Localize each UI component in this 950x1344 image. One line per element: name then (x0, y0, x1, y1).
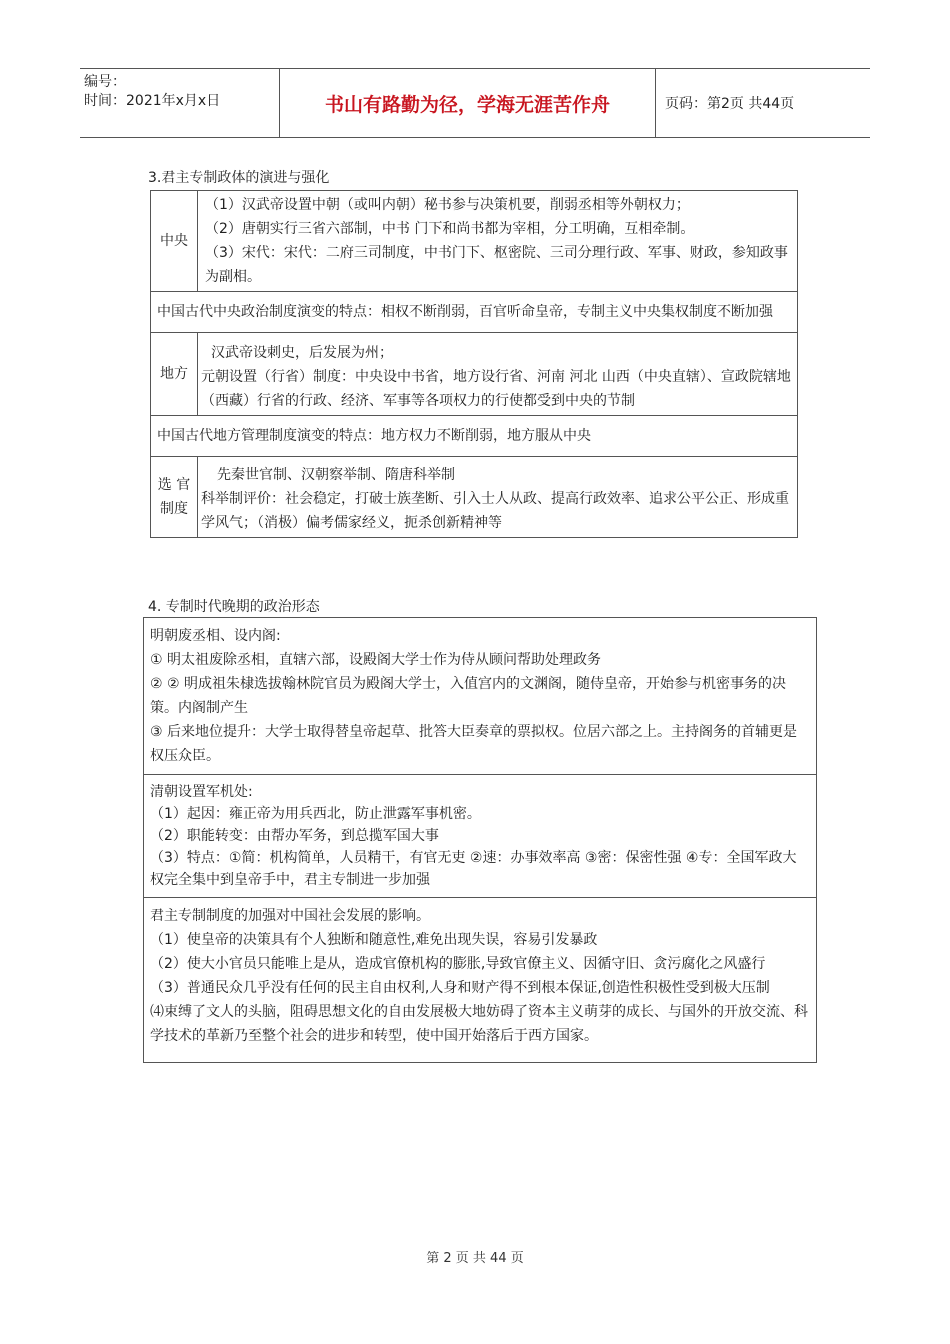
ming-row (144, 618, 817, 775)
central-summary-row (151, 292, 798, 333)
central-summary: 中国古代中央政治制度演变的特点：相权不断削弱，百官听命皇帝，专制主义中央集权制度不断加强 (151, 292, 798, 333)
section4-table (143, 617, 817, 1063)
impact-line-3: （3）普通民众几乎没有任何的民主自由权利,人身和财产得不到根本保证,创造性积极性受到极大压制 (150, 980, 770, 996)
qing-title: 清朝设置军机处: (150, 784, 253, 800)
exam-line-2: 科举制评价：社会稳定，打破士族垄断、引入士人从政、提高行政效率、追求公平公正、形成重学风气；（消极）偏考儒家经义，扼杀创新精神等 (201, 491, 789, 531)
number-label: 编号： (84, 74, 126, 90)
header-motto: 书山有路勤为径，学海无涯苦作舟 (280, 69, 656, 137)
exam-label-line-2: 制度 (160, 501, 188, 517)
central-row (151, 191, 798, 292)
section3-table (150, 190, 798, 538)
local-summary-row (151, 416, 798, 457)
qing-line-3: （3）特点：①简：机构简单，人员精干，有官无吏 ②速：办事效率高 ③密：保密性强 ④专：全国军政大权完全集中到皇帝手中，君主专制进一步加强 (150, 850, 797, 888)
qing-line-2: （2）职能转变：由帮办军务，到总揽军国大事 (150, 828, 439, 844)
central-line-3: （3）宋代：宋代：二府三司制度，中书门下、枢密院、三司分理行政、军事、财政，参知政事为副相。 (205, 245, 788, 285)
impact-line-2: （2）使大小官员只能唯上是从，造成官僚机构的膨胀,导致官僚主义、因循守旧、贪污腐化之风盛行 (150, 956, 766, 972)
local-summary: 中国古代地方管理制度演变的特点：地方权力不断削弱，地方服从中央 (151, 416, 798, 457)
time-label: 时间：2021年x月x日 (84, 93, 221, 109)
local-line-2: 元朝设置（行省）制度：中央设中书省，地方设行省、河南 河北 山西（中央直辖）、宣政院辖地（西藏）行省的行政、经济、军事等各项权力的行使都受到中央的节制 (201, 369, 791, 409)
local-content (198, 333, 798, 416)
qing-line-1: （1）起因：雍正帝为用兵西北，防止泄露军事机密。 (150, 806, 481, 822)
ming-line-1: ① 明太祖废除丞相，直辖六部，设殿阁大学士作为侍从顾问帮助处理政务 (150, 652, 601, 668)
impact-cell (144, 898, 817, 1063)
central-label: 中央 (151, 191, 198, 292)
header-meta-cell (80, 69, 280, 137)
ming-title: 明朝废丞相、设内阁: (150, 628, 281, 644)
page-footer: 第 2 页 共 44 页 (426, 1251, 524, 1266)
exam-row (151, 457, 798, 538)
impact-title: 君主专制制度的加强对中国社会发展的影响。 (150, 908, 430, 924)
ming-cell (144, 618, 817, 775)
impact-line-1: （1）使皇帝的决策具有个人独断和随意性,难免出现失误，容易引发暴政 (150, 932, 598, 948)
exam-label-line-1: 选 官 (157, 477, 191, 493)
qing-row (144, 775, 817, 898)
qing-cell (144, 775, 817, 898)
local-line-1: 汉武帝设刺史，后发展为州； (211, 345, 393, 361)
central-line-2: （2）唐朝实行三省六部制，中书 门下和尚书都为宰相，分工明确，互相牵制。 (205, 221, 695, 237)
header-page-code: 页码：第2页 共44页 (665, 96, 795, 112)
ming-line-2: ② ② 明成祖朱棣选拔翰林院官员为殿阁大学士，入值宫内的文渊阁，随侍皇帝，开始参与机密事务的决策。内阁制产生 (150, 676, 786, 716)
section4-title: 4. 专制时代晚期的政治形态 (148, 599, 320, 615)
impact-row (144, 898, 817, 1063)
exam-label (151, 457, 198, 538)
ming-line-3: ③ 后来地位提升：大学士取得替皇帝起草、批答大臣奏章的票拟权。位居六部之上。主持阁务的首辅更是权压众臣。 (150, 724, 797, 764)
central-content (198, 191, 798, 292)
exam-content (198, 457, 798, 538)
section3-title: 3.君主专制政体的演进与强化 (148, 170, 330, 186)
impact-line-4: ⑷束缚了文人的头脑，阻碍思想文化的自由发展极大地妨碍了资本主义萌芽的成长、与国外的开放交流、科学技术的革新乃至整个社会的进步和转型，使中国开始落后于西方国家。 (150, 1004, 808, 1044)
page-header (80, 68, 870, 138)
central-line-1: （1）汉武帝设置中朝（或叫内朝）秘书参与决策机要，削弱丞相等外朝权力； (205, 197, 690, 213)
exam-line-1: 先秦世官制、汉朝察举制、隋唐科举制 (217, 467, 455, 483)
local-row (151, 333, 798, 416)
local-label: 地方 (151, 333, 198, 416)
